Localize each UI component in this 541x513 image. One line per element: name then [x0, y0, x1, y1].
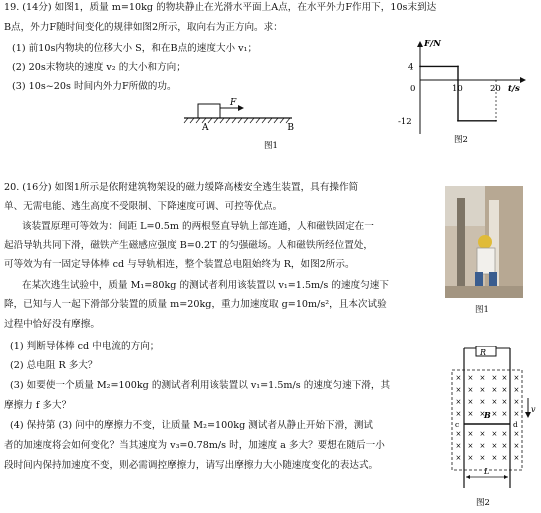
origin-label: 0 [410, 84, 416, 94]
field-cross-1-2: × [479, 386, 486, 394]
x-tick-label-10: 10 [452, 84, 463, 94]
y-axis-arrowhead [417, 41, 423, 47]
q19-line1: 19. (14分) 如图1，质量 m=10kg 的物块静止在光滑水平面上A点，在水平外力F作用下，10s末到达 [4, 2, 437, 13]
q20-sub1: (1) 判断导体棒 cd 中电流的方向； [10, 341, 160, 352]
data-point-1 [457, 66, 459, 68]
x-tick-label-20: 20 [490, 84, 501, 94]
field-cross-5-5: × [513, 442, 520, 450]
field-cross-0-4: × [501, 374, 508, 382]
field-cross-1-1: × [467, 386, 474, 394]
x-axis-arrowhead [520, 77, 526, 83]
field-cross-3-4: × [501, 410, 508, 418]
field-cross-2-3: × [491, 398, 498, 406]
q20-sub4c: 段时间内保持加速度不变，则必需调控摩擦力，请写出摩擦力大小随速度变化的表达式。 [4, 460, 379, 471]
field-cross-0-2: × [479, 374, 486, 382]
q20-line1: 20. (16分) 如图1所示是依附建筑物架设的磁力缓降高楼安全逃生装置，具有操作简 [4, 182, 359, 193]
field-cross-1-0: × [455, 386, 462, 394]
q20-figure1-photo [445, 186, 523, 298]
q20-line2: 单、无需电能、逃生高度不受限制、下降速度可调、可控等优点。 [4, 201, 283, 212]
field-cross-0-1: × [467, 374, 474, 382]
label-v: v [531, 405, 536, 414]
field-cross-6-2: × [479, 454, 486, 462]
field-cross-5-2: × [479, 442, 486, 450]
y-axis-label: F/N [424, 39, 441, 49]
field-cross-4-0: × [455, 430, 462, 438]
field-cross-1-4: × [501, 386, 508, 394]
ground-hatching [184, 118, 290, 123]
field-cross-3-0: × [455, 410, 462, 418]
field-cross-2-0: × [455, 398, 462, 406]
q20-line6: 在某次逃生试验中，质量 M₁=80kg 的测试者利用该装置以 v₁=1.5m/s 的速度匀速下 [22, 280, 389, 291]
field-cross-3-2: × [479, 410, 486, 418]
q20-line7: 降，已知与人一起下滑部分装置的质量 m=20kg，重力加速度取 g=10m/s²，且本次试验 [4, 299, 387, 310]
field-cross-5-0: × [455, 442, 462, 450]
force-arrowhead [238, 105, 244, 111]
point-b-label: B [287, 123, 294, 133]
label-b: B [484, 410, 491, 420]
q20-figure1-caption: 图1 [475, 305, 489, 315]
data-point-2 [457, 120, 459, 122]
field-cross-0-3: × [491, 374, 498, 382]
point-a-label: A [202, 123, 209, 133]
field-cross-4-2: × [479, 430, 486, 438]
data-point-3 [495, 120, 497, 122]
field-cross-2-1: × [467, 398, 474, 406]
data-point-0 [419, 66, 421, 68]
q19-figure1 [180, 96, 300, 151]
q20-sub4a: (4) 保持第 (3) 问中的摩擦力不变，让质量 M₂=100kg 测试者从静止开始下滑，测试 [10, 420, 374, 431]
q20-figure2 [440, 346, 538, 512]
field-cross-6-1: × [467, 454, 474, 462]
field-cross-1-3: × [491, 386, 498, 394]
x-axis-label: t/s [508, 84, 520, 94]
y-tick-label-pos: 4 [408, 62, 414, 73]
field-cross-4-3: × [491, 430, 498, 438]
field-cross-1-5: × [513, 386, 520, 394]
field-cross-6-4: × [501, 454, 508, 462]
field-cross-2-2: × [479, 398, 486, 406]
spacing-arrowhead-right [504, 475, 508, 479]
field-cross-4-5: × [513, 430, 520, 438]
q20-line8: 过程中恰好没有摩擦。 [4, 319, 100, 330]
q19-line2: B点，外力F随时间变化的规律如图2所示，取向右为正方向。求： [4, 22, 283, 33]
field-cross-4-1: × [467, 430, 474, 438]
q20-sub4b: 者的加速度将会如何变化？当其速度为 v₃=0.78m/s 时，加速度 a 多大？要想在随后一小 [4, 440, 385, 451]
field-cross-3-3: × [491, 410, 498, 418]
field-cross-0-5: × [513, 374, 520, 382]
q20-sub3b: 摩擦力 f 多大？ [4, 400, 72, 411]
field-cross-6-3: × [491, 454, 498, 462]
q20-sub2: (2) 总电阻 R 多大？ [10, 360, 98, 371]
spacing-arrowhead-left [466, 475, 470, 479]
field-cross-6-0: × [455, 454, 462, 462]
figure2-caption: 图2 [476, 498, 490, 508]
field-cross-2-5: × [513, 398, 520, 406]
q20-line5: 可等效为有一固定导体棒 cd 与导轨相连，整个装置总电阻始终为 R，如图2所示。 [4, 259, 355, 270]
q19-sub3: (3) 10s~20s 时间内外力F所做的功。 [12, 81, 177, 92]
force-series-line [420, 66, 496, 120]
field-cross-5-3: × [491, 442, 498, 450]
field-cross-5-1: × [467, 442, 474, 450]
block [198, 104, 220, 118]
q20-sub3a: (3) 如要使一个质量 M₂=100kg 的测试者利用该装置以 v₁=1.5m/s 的速度匀速下滑，其 [10, 380, 391, 391]
resistor-label: R [480, 348, 487, 357]
q19-sub2: (2) 20s末物块的速度 v₂ 的大小和方向； [12, 62, 186, 73]
field-cross-2-4: × [501, 398, 508, 406]
field-cross-5-4: × [501, 442, 508, 450]
label-l: L [484, 467, 490, 476]
q19-sub1: (1) 前10s内物块的位移大小 S，和在B点的速度大小 v₁； [12, 43, 258, 54]
force-label: F [230, 98, 237, 108]
figure1-caption: 图1 [264, 141, 278, 151]
q19-figure2-chart [380, 38, 530, 146]
field-cross-3-1: × [467, 410, 474, 418]
label-c: c [455, 420, 460, 429]
field-cross-6-5: × [513, 454, 520, 462]
magnetic-field-region [452, 370, 522, 470]
figure2-caption: 图2 [454, 135, 468, 145]
y-tick-label-neg: -12 [398, 116, 412, 127]
field-cross-4-4: × [501, 430, 508, 438]
q20-line4: 起沿导轨共同下滑，磁铁产生磁感应强度 B=0.2T 的匀强磁场。人和磁铁所经位置处， [4, 240, 374, 251]
label-d: d [513, 420, 518, 429]
q20-line3: 该装置原理可等效为：间距 L=0.5m 的两根竖直导轨上部连通，人和磁铁固定在一 [22, 221, 374, 232]
field-cross-3-5: × [513, 410, 520, 418]
field-cross-0-0: × [455, 374, 462, 382]
